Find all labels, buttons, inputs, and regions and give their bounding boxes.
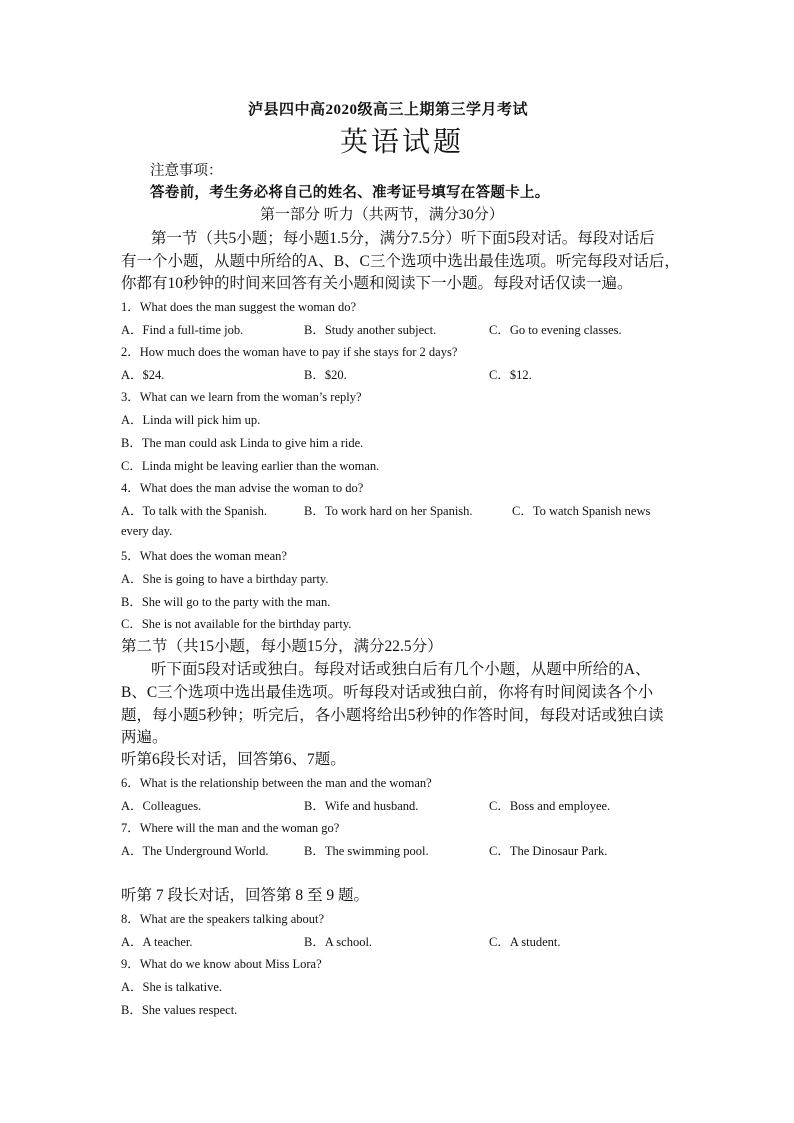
option-a: A．She is talkative. bbox=[121, 980, 223, 994]
option-b: B．Study another subject. bbox=[304, 323, 437, 337]
option-c: C．She is not available for the birthday party. bbox=[121, 617, 352, 631]
option-c-continued: every day. bbox=[121, 524, 173, 538]
option-a: A．The Underground World. bbox=[121, 844, 269, 858]
notice-body: 答卷前，考生务必将自己的姓名、准考证号填写在答题卡上。 bbox=[150, 185, 550, 201]
question-stem: 1．What does the man suggest the woman do? bbox=[121, 300, 357, 314]
exam-subtitle: 泸县四中高2020级高三上期第三学月考试 bbox=[248, 102, 529, 118]
option-c: C．Linda might be leaving earlier than the woman. bbox=[121, 459, 380, 473]
section1-intro-line: 你都有10秒钟的时间来回答有关小题和阅读下一小题。每段对话仅读一遍。 bbox=[121, 275, 633, 292]
section2-intro-line: 听下面5段对话或独白。每段对话或独白后有几个小题，从题中所给的A、 bbox=[151, 661, 651, 678]
option-b: B．The man could ask Linda to give him a ride. bbox=[121, 436, 364, 450]
option-c: C．$12. bbox=[489, 368, 532, 382]
option-c: C．To watch Spanish news bbox=[512, 504, 651, 518]
option-c: C．The Dinosaur Park. bbox=[489, 844, 608, 858]
option-a: A．Colleagues. bbox=[121, 799, 202, 813]
question-stem: 6．What is the relationship between the man and the woman? bbox=[121, 776, 432, 790]
option-b: B．The swimming pool. bbox=[304, 844, 429, 858]
section2-intro-line: 两遍。 bbox=[121, 729, 168, 746]
option-a: A．She is going to have a birthday party. bbox=[121, 572, 329, 586]
question-stem: 7．Where will the man and the woman go? bbox=[121, 821, 340, 835]
option-b: B．To work hard on her Spanish. bbox=[304, 504, 473, 518]
section1-intro-line: 有一个小题，从题中所给的A、B、C三个选项中选出最佳选项。听完每段对话后， bbox=[121, 253, 680, 270]
option-a: A．Find a full-time job. bbox=[121, 323, 244, 337]
section1-intro-line: 第一节（共5小题；每小题1.5分，满分7.5分）听下面5段对话。每段对话后 bbox=[151, 230, 655, 247]
option-a: A．$24. bbox=[121, 368, 165, 382]
question-stem: 4．What does the man advise the woman to do? bbox=[121, 481, 364, 495]
section2-intro-line: B、C三个选项中选出最佳选项。听每段对话或独白前，你将有时间阅读各个小 bbox=[121, 684, 654, 701]
dialog-instruction: 听第 7 段长对话，回答第 8 至 9 题。 bbox=[121, 887, 370, 904]
option-a: A．A teacher. bbox=[121, 935, 193, 949]
question-stem: 5．What does the woman mean? bbox=[121, 549, 287, 563]
option-b: B．Wife and husband. bbox=[304, 799, 419, 813]
question-stem: 3．What can we learn from the woman’s reply? bbox=[121, 390, 362, 404]
section2-heading: 第二节（共15小题，每小题15分，满分22.5分） bbox=[121, 638, 443, 655]
option-c: C．A student. bbox=[489, 935, 561, 949]
option-b: B．$20. bbox=[304, 368, 347, 382]
option-c: C．Go to evening classes. bbox=[489, 323, 622, 337]
option-b: B．A school. bbox=[304, 935, 373, 949]
option-b: B．She will go to the party with the man. bbox=[121, 595, 331, 609]
exam-title: 英语试题 bbox=[340, 127, 465, 158]
question-stem: 9．What do we know about Miss Lora? bbox=[121, 957, 322, 971]
part1-heading: 第一部分 听力（共两节，满分30分） bbox=[260, 207, 504, 223]
section2-intro-line: 题，每小题5秒钟；听完后，各小题将给出5秒钟的作答时间，每段对话或独白读 bbox=[121, 707, 664, 724]
option-b: B．She values respect. bbox=[121, 1003, 238, 1017]
option-a: A．Linda will pick him up. bbox=[121, 413, 261, 427]
option-c: C．Boss and employee. bbox=[489, 799, 611, 813]
question-stem: 8．What are the speakers talking about? bbox=[121, 912, 325, 926]
dialog-instruction: 听第6段长对话，回答第6、7题。 bbox=[121, 751, 346, 768]
notice-heading: 注意事项： bbox=[150, 163, 223, 179]
question-stem: 2．How much does the woman have to pay if she stays for 2 days? bbox=[121, 345, 458, 359]
option-a: A．To talk with the Spanish. bbox=[121, 504, 267, 518]
